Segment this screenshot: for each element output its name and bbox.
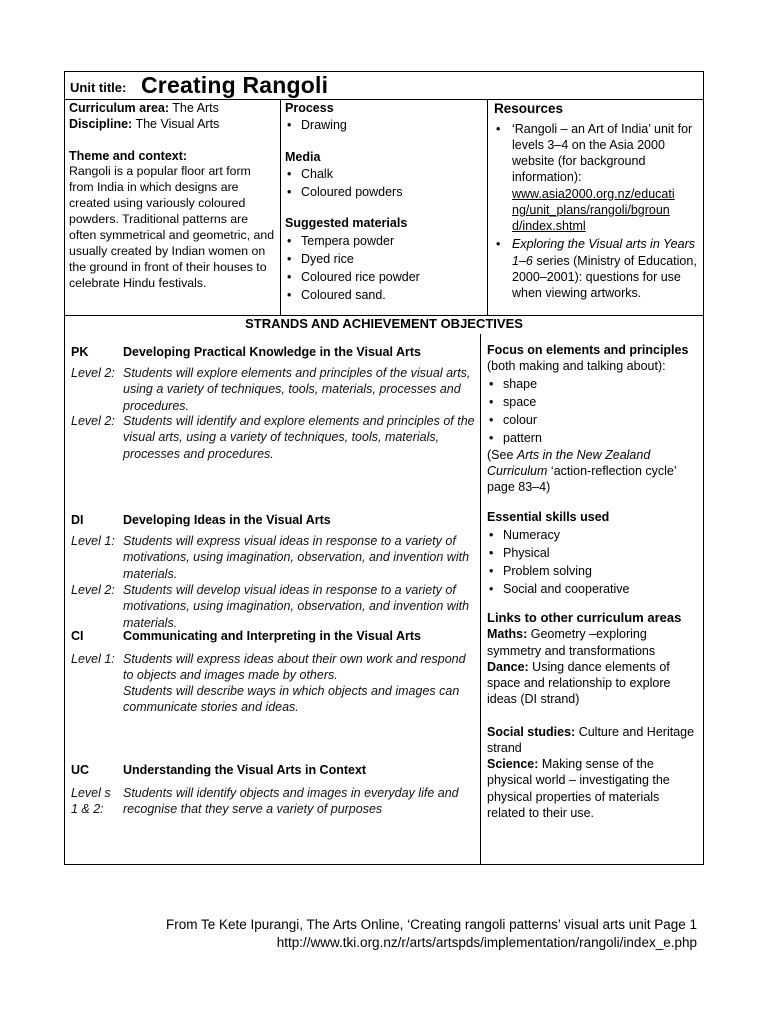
process-item: • Drawing <box>287 118 347 133</box>
science-text: Making sense of the physical world – investigating the physical properties of materials related to their use. <box>487 757 670 820</box>
level-label: Level 2: <box>71 583 115 597</box>
focus-label: Focus on elements and principles <box>487 343 689 357</box>
theme-text: Rangoli is a popular floor art form from India in which designs are created using variously coloured powders. Traditional patterns are often symmetrical and geometric, and usually created by Indian women on the ground in front of their houses to celebrate Hindu festivals. <box>69 163 275 290</box>
unit-title: Creating Rangoli <box>141 72 329 98</box>
process-column <box>281 100 488 315</box>
materials-item: • Coloured rice powder <box>287 270 420 284</box>
dance-text: Using dance elements of space and relationship to explore ideas (DI strand) <box>487 659 671 707</box>
theme-label: Theme and context: <box>69 148 188 163</box>
objective-text: Students will express ideas about their own work and respond to objects and images made by others. <box>123 652 466 683</box>
media-item: • Coloured powders <box>287 185 403 199</box>
unit-title-row <box>65 72 703 100</box>
skills-label: Essential skills used <box>487 510 610 525</box>
objective-text: Students will express visual ideas in response to a variety of motivations, using imagination, observation, and invention with materials. <box>123 534 470 581</box>
skill-item: • Physical <box>489 545 550 560</box>
strands-heading: STRANDS AND ACHIEVEMENT OBJECTIVES <box>245 316 523 331</box>
curriculum-area-label: Curriculum area: <box>69 101 170 115</box>
focus-item: • colour <box>489 413 538 427</box>
social-studies-label: Social studies: <box>487 724 576 739</box>
focus-item: • space <box>489 394 537 409</box>
strand-code: CI <box>71 629 84 643</box>
objective-text: Students will develop visual ideas in response to a variety of motivations, using imagination, observation, and invention with materials. <box>123 583 470 630</box>
materials-label: Suggested materials <box>285 216 408 231</box>
level-label: Level 2: <box>71 414 115 428</box>
science-label: Science: <box>487 757 539 772</box>
resources-column <box>488 100 703 315</box>
strand-heading: Communicating and Interpreting in the Visual Arts <box>123 629 421 643</box>
strands-column <box>65 334 481 864</box>
materials-item: • Coloured sand. <box>287 288 386 303</box>
overview-row <box>65 100 703 316</box>
objective-text: Students will identify objects and images in everyday life and recognise that they serve a variety of purposes <box>123 786 459 817</box>
unit-table <box>64 71 704 865</box>
skill-item: • Numeracy <box>489 527 560 542</box>
focus-item: • shape <box>489 376 538 391</box>
level-label: Level 1: <box>71 652 115 666</box>
media-item: • Chalk <box>287 166 333 181</box>
strand-code: DI <box>71 513 84 527</box>
focus-column <box>481 334 703 864</box>
resources-label: Resources <box>494 101 564 116</box>
strand-code: UC <box>71 763 90 777</box>
footer-source: From Te Kete Ipurangi, The Arts Online, ‘Creating rangoli patterns’ visual arts unit Page 1 <box>165 917 697 932</box>
media-label: Media <box>285 149 321 164</box>
dance-label: Dance: <box>487 659 529 674</box>
resource-item: • Exploring the Visual arts in Years 1–6 series (Ministry of Education, 2000–2001): questions for use when viewing artworks. <box>496 237 697 301</box>
maths-label: Maths: <box>487 627 528 642</box>
materials-item: • Tempera powder <box>287 233 395 248</box>
level-label: Level 1: <box>71 534 115 548</box>
materials-item: • Dyed rice <box>287 251 354 266</box>
links-label: Links to other curriculum areas <box>487 609 682 625</box>
discipline-value: The Visual Arts <box>132 117 220 132</box>
curriculum-area-value: The Arts <box>169 101 219 115</box>
objective-text: Students will describe ways in which objects and images can communicate stories and ideas. <box>123 684 460 715</box>
objective-text: Students will identify and explore elements and principles of the visual arts, using a variety of techniques, tools, materials, processes and procedures. <box>123 414 475 461</box>
discipline-label: Discipline: <box>69 117 133 132</box>
social-studies-text: Culture and Heritage strand <box>487 724 695 755</box>
strand-code: PK <box>71 345 89 359</box>
strand-heading: Developing Practical Knowledge in the Visual Arts <box>123 345 421 359</box>
maths-text: Geometry –exploring symmetry and transformations <box>487 627 656 658</box>
asia2000-link[interactable]: www.asia2000.org.nz/educati ng/unit_plans/rangoli/bgroun d/index.shtml <box>512 186 675 234</box>
unit-title-label: Unit title: <box>70 80 127 95</box>
focus-suffix: (both making and talking about): <box>487 359 666 374</box>
curriculum-column <box>65 100 281 315</box>
skill-item: • Social and cooperative <box>489 582 630 597</box>
process-label: Process <box>285 101 334 115</box>
level-label: Level 2: <box>71 366 115 380</box>
level-label: Level s 1 & 2: <box>71 786 111 817</box>
strand-heading: Understanding the Visual Arts in Context <box>123 763 367 777</box>
footer-url[interactable]: http://www.tki.org.nz/r/arts/artspds/implementation/rangoli/index_e.php <box>276 935 697 950</box>
skill-item: • Problem solving <box>489 564 592 578</box>
see-reference: (See Arts in the New Zealand Curriculum ‘action-reflection cycle’ page 83–4) <box>487 447 677 494</box>
focus-item: • pattern <box>489 431 542 446</box>
strand-heading: Developing Ideas in the Visual Arts <box>123 513 331 527</box>
objective-text: Students will explore elements and principles of the visual arts, using a variety of techniques, tools, materials, processes and procedures. <box>123 366 471 413</box>
resource-item: • ‘Rangoli – an Art of India’ unit for levels 3–4 on the Asia 2000 website (for background information): www.asia2000.org.nz/educati ng/unit_plans/rangoli/bgroun d/index.shtml <box>496 121 693 234</box>
